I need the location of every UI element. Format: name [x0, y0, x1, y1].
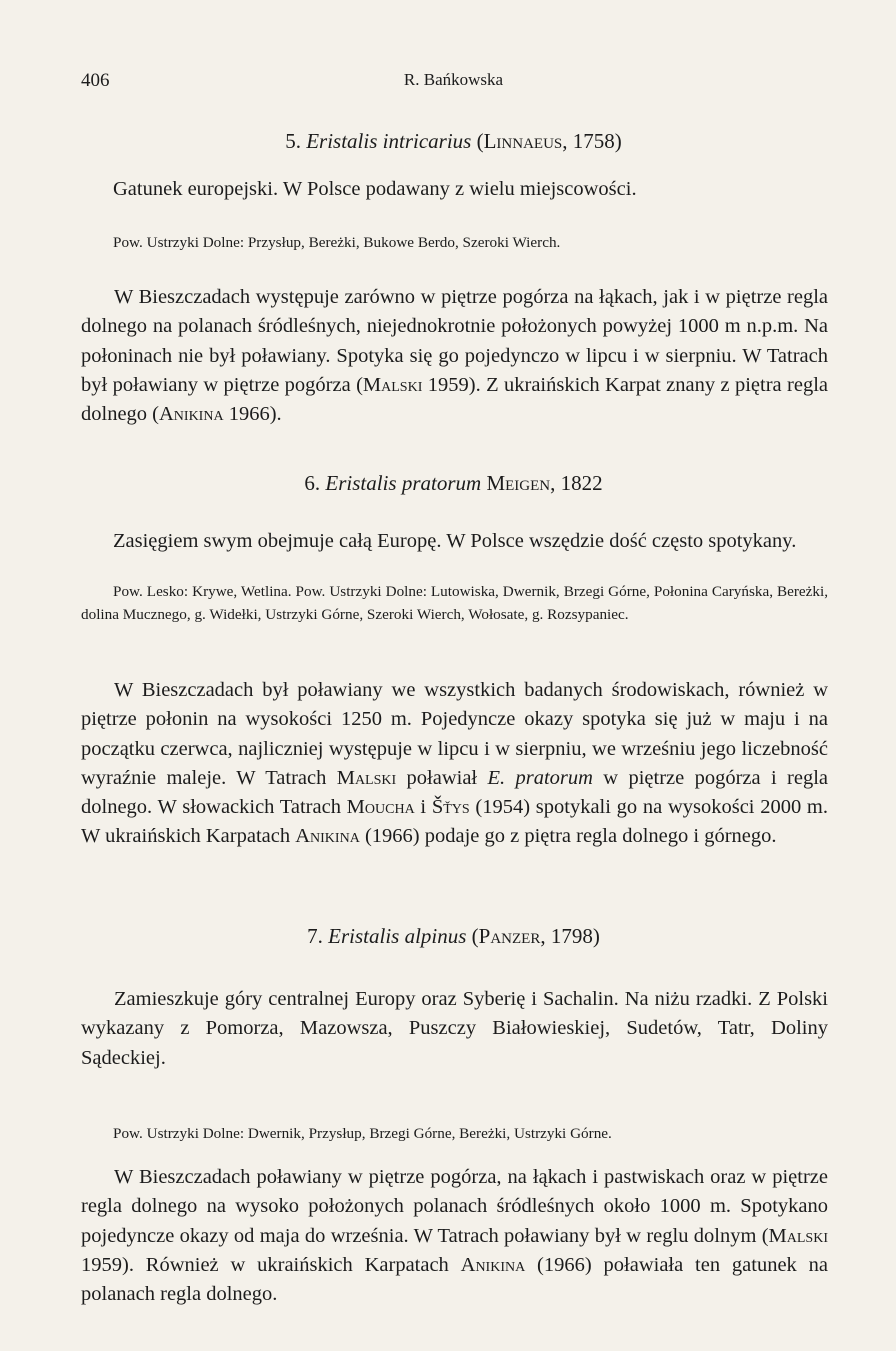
author-citation: Anikina	[460, 1253, 526, 1276]
species-heading-6	[81, 471, 826, 496]
distribution-text-5: Gatunek europejski. W Polsce podawany z wielu miejscowości.	[113, 178, 637, 200]
author-citation: Anikina	[295, 825, 360, 848]
distribution-text-6: Zasięgiem swym obejmuje całą Europę. W Polsce wszędzie dość często spotykany.	[113, 530, 797, 552]
authority-year: , 1758)	[562, 129, 622, 153]
species-name: intricarius	[382, 129, 472, 153]
authority-name: Linnaeus	[483, 129, 563, 153]
authority-name: Panzer	[478, 924, 541, 948]
author-citation: Malski	[362, 373, 423, 396]
species-name: pratorum	[401, 471, 482, 495]
authority-open: (	[476, 129, 484, 153]
localities-text-7: Pow. Ustrzyki Dolne: Dwernik, Przysłup, Brzegi Górne, Bereżki, Ustrzyki Górne.	[113, 1125, 612, 1142]
running-header	[81, 70, 826, 100]
localities-text-5: Pow. Ustrzyki Dolne: Przysłup, Bereżki, Bukowe Berdo, Szeroki Wierch.	[113, 234, 561, 251]
notes-paragraph-5: W Bieszczadach występuje zarówno w piętrze pogórza na łąkach, jak i w piętrze regla dolnego na polanach śródleśnych, niejednokrotnie położonych powyżej 1000 m n.p.m. Na połoninach nie był poławiany. Spotyka się go pojedynczo w lipcu i w sierpniu. W Tatrach był poławiany w piętrze pogórza (Malski 1959). Z ukraińskich Karpat znany z piętra regla dolnego (Anikina 1966).	[81, 286, 828, 426]
author-citation: Anikina	[159, 403, 224, 426]
species-number: 6.	[304, 471, 321, 495]
authority-name: Meigen	[486, 471, 551, 495]
authority-year: , 1798)	[540, 924, 600, 948]
species-reference: E. pratorum	[487, 766, 593, 789]
authority-year: , 1822	[550, 471, 603, 495]
running-author: R. Bańkowska	[403, 70, 504, 89]
localities-text-6: Pow. Lesko: Krywe, Wetlina. Pow. Ustrzyki Dolne: Lutowiska, Dwernik, Brzegi Górne, Połonina Caryńska, Bereżki, dolina Mucznego, g. Widełki, Ustrzyki Górne, Szeroki Wierch, Wołosate, g. Rozsypaniec.	[81, 583, 828, 623]
page-number: 406	[81, 70, 110, 91]
species-heading-5	[81, 129, 826, 154]
author-citation: Malski	[768, 1224, 828, 1247]
species-name: alpinus	[404, 924, 467, 948]
author-citation: Šťys	[431, 796, 470, 819]
species-number: 5.	[285, 129, 301, 153]
genus-name: Eristalis	[328, 924, 400, 948]
author-citation: Malski	[336, 766, 397, 789]
author-citation: Moucha	[346, 796, 415, 819]
notes-paragraph-7: W Bieszczadach poławiany w piętrze pogórza, na łąkach i pastwiskach oraz w piętrze regla dolnego na wysoko położonych polanach śródleśnych około 1000 m. Spotykano pojedyncze okazy od maja do września. W Tatrach poławiany był w reglu dolnym (Malski 1959). Również w ukraińskich Karpatach Anikina (1966) poławiała ten gatunek na polanach regla dolnego.	[81, 1166, 828, 1306]
authority-open: (	[471, 924, 479, 948]
genus-name: Eristalis	[325, 471, 397, 495]
genus-name: Eristalis	[306, 129, 378, 153]
distribution-text-7: Zamieszkuje góry centralnej Europy oraz Syberię i Sachalin. Na niżu rzadki. Z Polski wykazany z Pomorza, Mazowsza, Puszczy Białowieskiej, Sudetów, Tatr, Doliny Sądeckiej.	[81, 988, 828, 1069]
species-number: 7.	[307, 924, 323, 948]
species-heading-7	[81, 924, 826, 949]
notes-paragraph-6: W Bieszczadach był poławiany we wszystkich badanych środowiskach, również w piętrze połonin na wysokości 1250 m. Pojedyncze okazy spotyka się już w maju i na początku czerwca, najliczniej występuje w lipcu i w sierpniu, we wrześniu jego liczebność wyraźnie maleje. W Tatrach Malski poławiał E. pratorum w piętrze pogórza i regla dolnego. W słowackich Tatrach Moucha i Šťys (1954) spotykali go na wysokości 2000 m. W ukraińskich Karpatach Anikina (1966) podaje go z piętra regla dolnego i górnego.	[81, 679, 829, 848]
